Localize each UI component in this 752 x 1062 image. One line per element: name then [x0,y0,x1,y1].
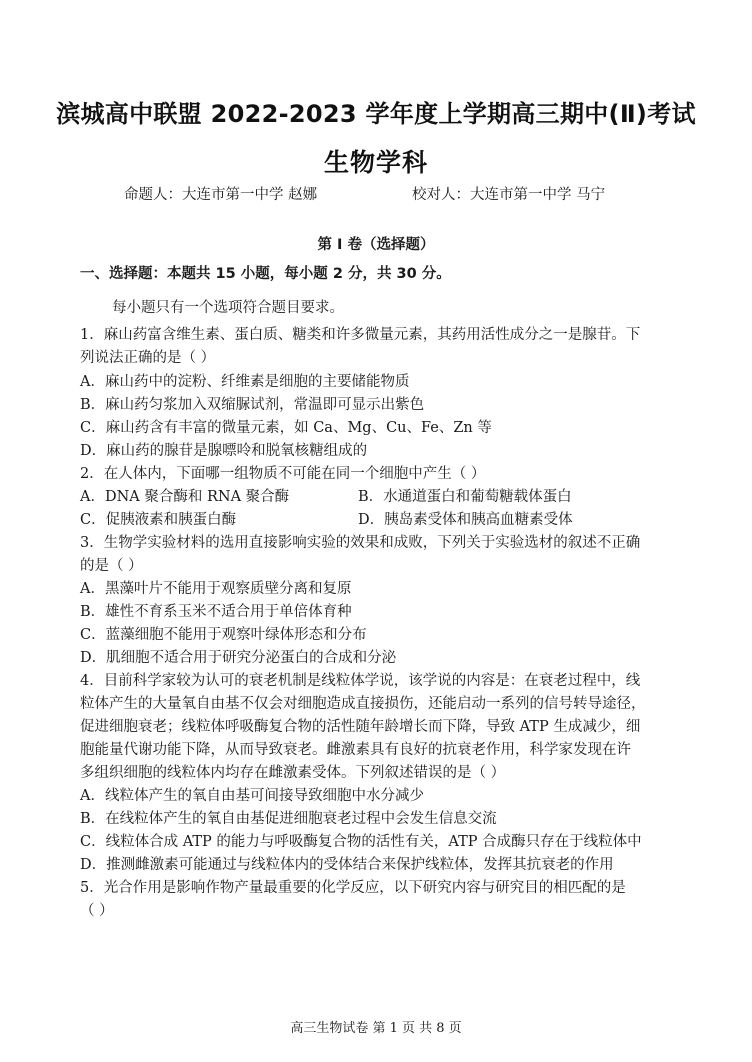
q4-option-c: C．线粒体合成 ATP 的能力与呼吸酶复合物的活性有关，ATP 合成酶只存在于线粒体中 [80,834,642,850]
q3-option-d: D．肌细胞不适合用于研究分泌蛋白的合成和分泌 [80,650,397,666]
q4-stem-line3: 促进细胞衰老；线粒体呼吸酶复合物的活性随年龄增长而下降，导致 ATP 生成减少，细 [80,719,641,735]
subject-title: 生物学科 [323,148,428,177]
q4-stem-line2: 粒体产生的大量氧自由基不仅会对细胞造成直接损伤，还能启动一系列的信号转导途径， [80,696,646,712]
q4-stem-line5: 多组织细胞的线粒体内均存在雌激素受体。下列叙述错误的是（ ） [80,765,506,781]
q1-stem-line2: 列说法正确的是（ ） [80,350,216,366]
section-instruction: 每小题只有一个选项符合题目要求。 [112,300,344,316]
q5-stem-line2: （ ） [80,903,114,919]
q1-option-c: C．麻山药含有丰富的微量元素，如 Ca、Mg、Cu、Fe、Zn 等 [80,420,492,436]
volume-heading: 第 I 卷（选择题） [317,237,435,253]
q4-stem-line1: 4．目前科学家较为认可的衰老机制是线粒体学说，该学说的内容是：在衰老过程中，线 [80,673,641,689]
q1-option-a: A．麻山药中的淀粉、纤维素是细胞的主要储能物质 [80,374,410,390]
q1-option-d: D．麻山药的腺苷是腺嘌呤和脱氧核糖组成的 [80,443,368,459]
q4-option-a: A．线粒体产生的氧自由基可间接导致细胞中水分减少 [80,788,424,804]
q3-stem-line1: 3．生物学实验材料的选用直接影响实验的效果和成败，下列关于实验选材的叙述不正确 [80,535,641,551]
q1-stem-line1: 1．麻山药富含维生素、蛋白质、糖类和许多微量元素，其药用活性成分之一是腺苷。下 [80,327,641,343]
q4-option-b: B．在线粒体产生的氧自由基促进细胞衰老过程中会发生信息交流 [80,811,497,827]
q3-option-b: B．雄性不育系玉米不适合用于单倍体育种 [80,604,352,620]
q5-stem-line1: 5．光合作用是影响作物产量最重要的化学反应，以下研究内容与研究目的相匹配的是 [80,880,626,896]
q4-stem-line4: 胞能量代谢功能下降，从而导致衰老。雌激素具有良好的抗衰老作用，科学家发现在许 [80,742,631,758]
q2-option-a: A．DNA 聚合酶和 RNA 聚合酶 [80,489,290,505]
q2-stem: 2．在人体内，下面哪一组物质不可能在同一个细胞中产生（ ） [80,466,486,482]
q3-option-a: A．黑藻叶片不能用于观察质壁分离和复原 [80,581,352,597]
q2-option-c: C．促胰液素和胰蛋白酶 [80,512,237,528]
q3-option-c: C．蓝藻细胞不能用于观察叶绿体形态和分布 [80,627,367,643]
q1-option-b: B．麻山药匀浆加入双缩脲试剂，常温即可显示出紫色 [80,397,425,413]
exam-title: 滨城高中联盟 2022-2023 学年度上学期高三期中(Ⅱ)考试 [56,100,696,128]
q3-stem-line2: 的是（ ） [80,558,143,574]
section-heading: 一、选择题：本题共 15 小题，每小题 2 分，共 30 分。 [80,266,451,282]
q2-option-b: B．水通道蛋白和葡萄糖载体蛋白 [358,489,572,505]
q4-option-d: D．推测雌激素可能通过与线粒体内的受体结合来保护线粒体，发挥其抗衰老的作用 [80,857,614,873]
reviewer-line: 校对人：大连市第一中学 马宁 [412,187,606,203]
page-footer: 高三生物试卷 第 1 页 共 8 页 [290,1021,462,1036]
q2-option-d: D．胰岛素受体和胰高血糖素受体 [358,512,573,528]
author-line: 命题人：大连市第一中学 赵娜 [124,187,318,203]
